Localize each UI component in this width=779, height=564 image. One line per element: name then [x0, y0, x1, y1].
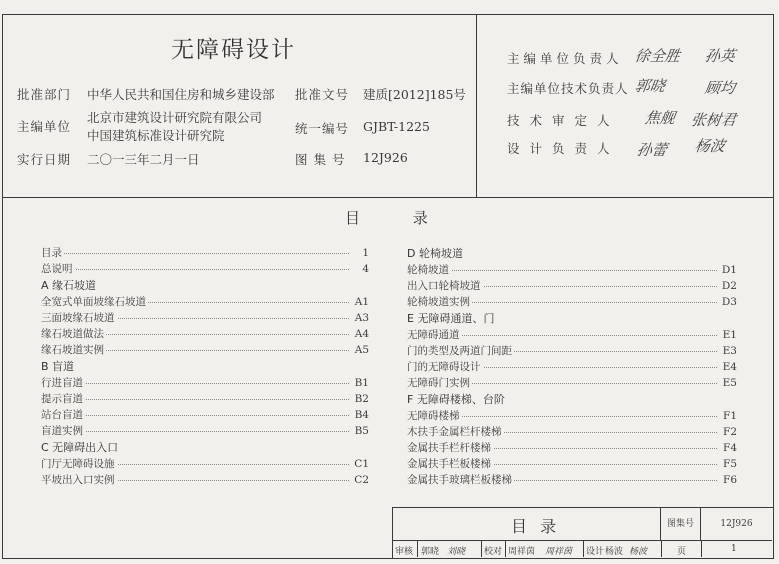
- atlas-no-label-cell: [661, 508, 701, 541]
- toc-entry-page: E5: [722, 377, 737, 389]
- signature-role: 设计负责人: [507, 141, 620, 156]
- designer: 杨波: [605, 547, 624, 557]
- toc-entry[interactable]: [407, 359, 737, 375]
- toc-entry-title: 无障碍楼梯: [407, 410, 460, 422]
- toc-left-column: [41, 245, 369, 488]
- toc-entry-page: B4: [354, 409, 369, 421]
- toc-entry[interactable]: [407, 472, 737, 488]
- toc-entry-title: 轮椅坡道实例: [407, 296, 470, 308]
- toc-entry[interactable]: [41, 326, 369, 342]
- toc-entry-page: F4: [721, 440, 737, 456]
- signature-role: 主编单位负责人: [507, 51, 623, 66]
- toc-entry-title: 无障碍通道: [407, 329, 460, 341]
- signature: 孙蕾: [635, 141, 669, 159]
- atlas-no-cell: [701, 508, 772, 541]
- signature: 郭晓: [633, 77, 667, 95]
- toc-entry[interactable]: [41, 456, 369, 472]
- approval-dept-label: 批准部门: [17, 87, 72, 102]
- toc-entry-title: 提示盲道: [41, 393, 83, 405]
- toc-section-heading: B 盲道: [41, 360, 75, 373]
- toc-entry-page: A5: [354, 344, 369, 356]
- dot-leader: [41, 269, 349, 270]
- dot-leader: [41, 383, 349, 384]
- toc-heading-char: 录: [412, 209, 430, 227]
- toc-entry-page: F6: [721, 472, 737, 488]
- toc-right-column: [407, 245, 737, 488]
- toc-entry-title: 平坡出入口实例: [41, 474, 115, 486]
- toc-entry-page: F1: [721, 408, 737, 424]
- signature: 杨波: [693, 137, 727, 155]
- toc-entry-title: 门的类型及两道门间距: [407, 345, 512, 357]
- toc-entry[interactable]: [407, 327, 737, 343]
- toc-entry[interactable]: [407, 408, 737, 424]
- dot-leader: [41, 431, 349, 432]
- toc-entry-title: 三面坡缘石坡道: [41, 312, 115, 324]
- toc-section-heading: D 轮椅坡道: [407, 247, 463, 260]
- toc-entry-page: A3: [354, 312, 369, 324]
- toc-entry-title: 盲道实例: [41, 425, 83, 437]
- drawing-frame: [2, 14, 774, 559]
- page-number: 1: [731, 544, 737, 554]
- toc-entry[interactable]: [41, 245, 369, 261]
- signature-role: 主编单位技术负责人: [507, 81, 629, 96]
- toc-entry[interactable]: [41, 310, 369, 326]
- dot-leader: [407, 270, 717, 271]
- checker-sign: 周祥茵: [545, 547, 573, 557]
- toc-entry-title: 缘石坡道做法: [41, 328, 104, 340]
- approval-doc: 建质[2012]185号: [363, 87, 466, 102]
- toc-entry-title: 金属扶手栏板楼梯: [407, 458, 491, 470]
- designer-sign: 杨波: [629, 547, 648, 557]
- chief-unit-label: 主编单位: [17, 119, 72, 134]
- design-label: 设计: [586, 547, 605, 557]
- signature: 顾均: [703, 79, 737, 97]
- page-label: 页: [677, 547, 687, 557]
- toc-entry-title: 无障碍门实例: [407, 377, 470, 389]
- toc-section-heading: F 无障碍楼梯、台阶: [407, 393, 505, 406]
- atlas-no-label: 图 集 号: [295, 152, 346, 167]
- atlas-no: 12J926: [363, 150, 408, 165]
- toc-entry[interactable]: [407, 375, 737, 391]
- toc-entry-page: E1: [722, 329, 737, 341]
- title-block: [392, 507, 773, 558]
- atlas-title: 无障碍设计: [171, 37, 296, 63]
- toc-entry-title: 金属扶手栏杆楼梯: [407, 442, 491, 454]
- toc-entry-title: 缘石坡道实例: [41, 344, 104, 356]
- chief-unit-1: 北京市建筑设计研究院有限公司: [87, 110, 263, 125]
- approval-row: [393, 541, 773, 557]
- sheet-name-cell: [393, 508, 661, 541]
- toc-entry-title: 出入口轮椅坡道: [407, 280, 481, 292]
- unified-no: GJBT-1225: [363, 119, 430, 134]
- toc-entry-page: C2: [354, 474, 369, 486]
- approval-doc-label: 批准文号: [295, 87, 350, 102]
- approval-dept: 中华人民共和国住房和城乡建设部: [87, 87, 275, 102]
- toc-entry[interactable]: [407, 278, 737, 294]
- toc-entry[interactable]: [41, 261, 369, 277]
- signature: 张树君: [689, 111, 738, 129]
- toc-entry-title: 轮椅坡道: [407, 264, 449, 276]
- toc-entry-title: 门厅无障碍设施: [41, 458, 115, 470]
- toc-section-heading: C 无障碍出入口: [41, 441, 119, 454]
- dot-leader: [41, 399, 349, 400]
- toc-heading-char: 目: [345, 209, 363, 227]
- toc-entry[interactable]: [41, 472, 369, 488]
- signature: 焦舰: [643, 109, 677, 127]
- toc-section-heading: A 缘石坡道: [41, 279, 97, 292]
- tb-atlas-no-label: 图集号: [666, 519, 694, 529]
- dot-leader: [41, 253, 349, 254]
- unified-no-label: 统一编号: [295, 121, 350, 136]
- review-label: 审核: [395, 547, 414, 557]
- signature-role: 技术审定人: [507, 113, 620, 128]
- toc-heading: [345, 207, 430, 228]
- signature: 孙英: [703, 47, 737, 65]
- reviewer-sign: 刘晓: [447, 547, 466, 557]
- toc-entry[interactable]: [407, 294, 737, 310]
- toc-entry-page: A4: [354, 328, 369, 340]
- checker: 周祥茵: [508, 547, 536, 557]
- toc-entry[interactable]: [41, 342, 369, 358]
- signature: 徐全胜: [633, 47, 682, 65]
- toc-entry-title: 站台盲道: [41, 409, 83, 421]
- toc-entry[interactable]: [41, 391, 369, 407]
- toc-entry[interactable]: [407, 424, 737, 440]
- sheet-name: 目 录: [511, 517, 561, 536]
- signature-panel: [477, 15, 773, 198]
- toc-entry-page: A1: [354, 296, 369, 308]
- toc-entry-page: D3: [721, 296, 737, 308]
- dot-leader: [41, 415, 349, 416]
- toc-entry-page: B1: [354, 377, 369, 389]
- toc-entry[interactable]: [407, 262, 737, 278]
- toc-entry-page: 4: [353, 261, 369, 277]
- chief-unit-2: 中国建筑标准设计研究院: [87, 128, 225, 143]
- toc-entry-page: D1: [721, 264, 737, 276]
- toc-entry-title: 金属扶手玻璃栏板楼梯: [407, 474, 512, 486]
- toc-entry-page: E3: [722, 345, 737, 357]
- toc-entry-page: C1: [354, 458, 369, 470]
- toc-entry[interactable]: [41, 423, 369, 439]
- toc-entry[interactable]: [407, 456, 737, 472]
- toc-entry-title: 全宽式单面坡缘石坡道: [41, 296, 146, 308]
- atlas-info-panel: [3, 15, 477, 198]
- toc-entry[interactable]: [41, 407, 369, 423]
- toc-entry-page: F2: [721, 424, 737, 440]
- toc-entry-page: F5: [721, 456, 737, 472]
- toc-entry-title: 总说明: [41, 263, 73, 275]
- toc-entry-page: B5: [354, 425, 369, 437]
- toc-entry-title: 木扶手金属栏杆楼梯: [407, 426, 502, 438]
- toc-entry-title: 行进盲道: [41, 377, 83, 389]
- toc-entry[interactable]: [41, 294, 369, 310]
- toc-entry[interactable]: [407, 343, 737, 359]
- toc-section-heading: E 无障碍通道、门: [407, 312, 495, 325]
- toc-entry[interactable]: [41, 375, 369, 391]
- tb-atlas-no: 12J926: [720, 519, 753, 529]
- toc-entry-title: 目录: [41, 247, 62, 259]
- impl-date: 二〇一三年二月一日: [87, 152, 200, 167]
- toc-entry-title: 门的无障碍设计: [407, 361, 481, 373]
- toc-entry-page: B2: [354, 393, 369, 405]
- check-label: 校对: [484, 547, 503, 557]
- toc-entry-page: E4: [722, 361, 737, 373]
- toc-entry[interactable]: [407, 440, 737, 456]
- reviewer: 郭晓: [421, 547, 440, 557]
- toc-entry-page: D2: [721, 280, 737, 292]
- impl-date-label: 实行日期: [17, 152, 72, 167]
- toc-entry-page: 1: [353, 245, 369, 261]
